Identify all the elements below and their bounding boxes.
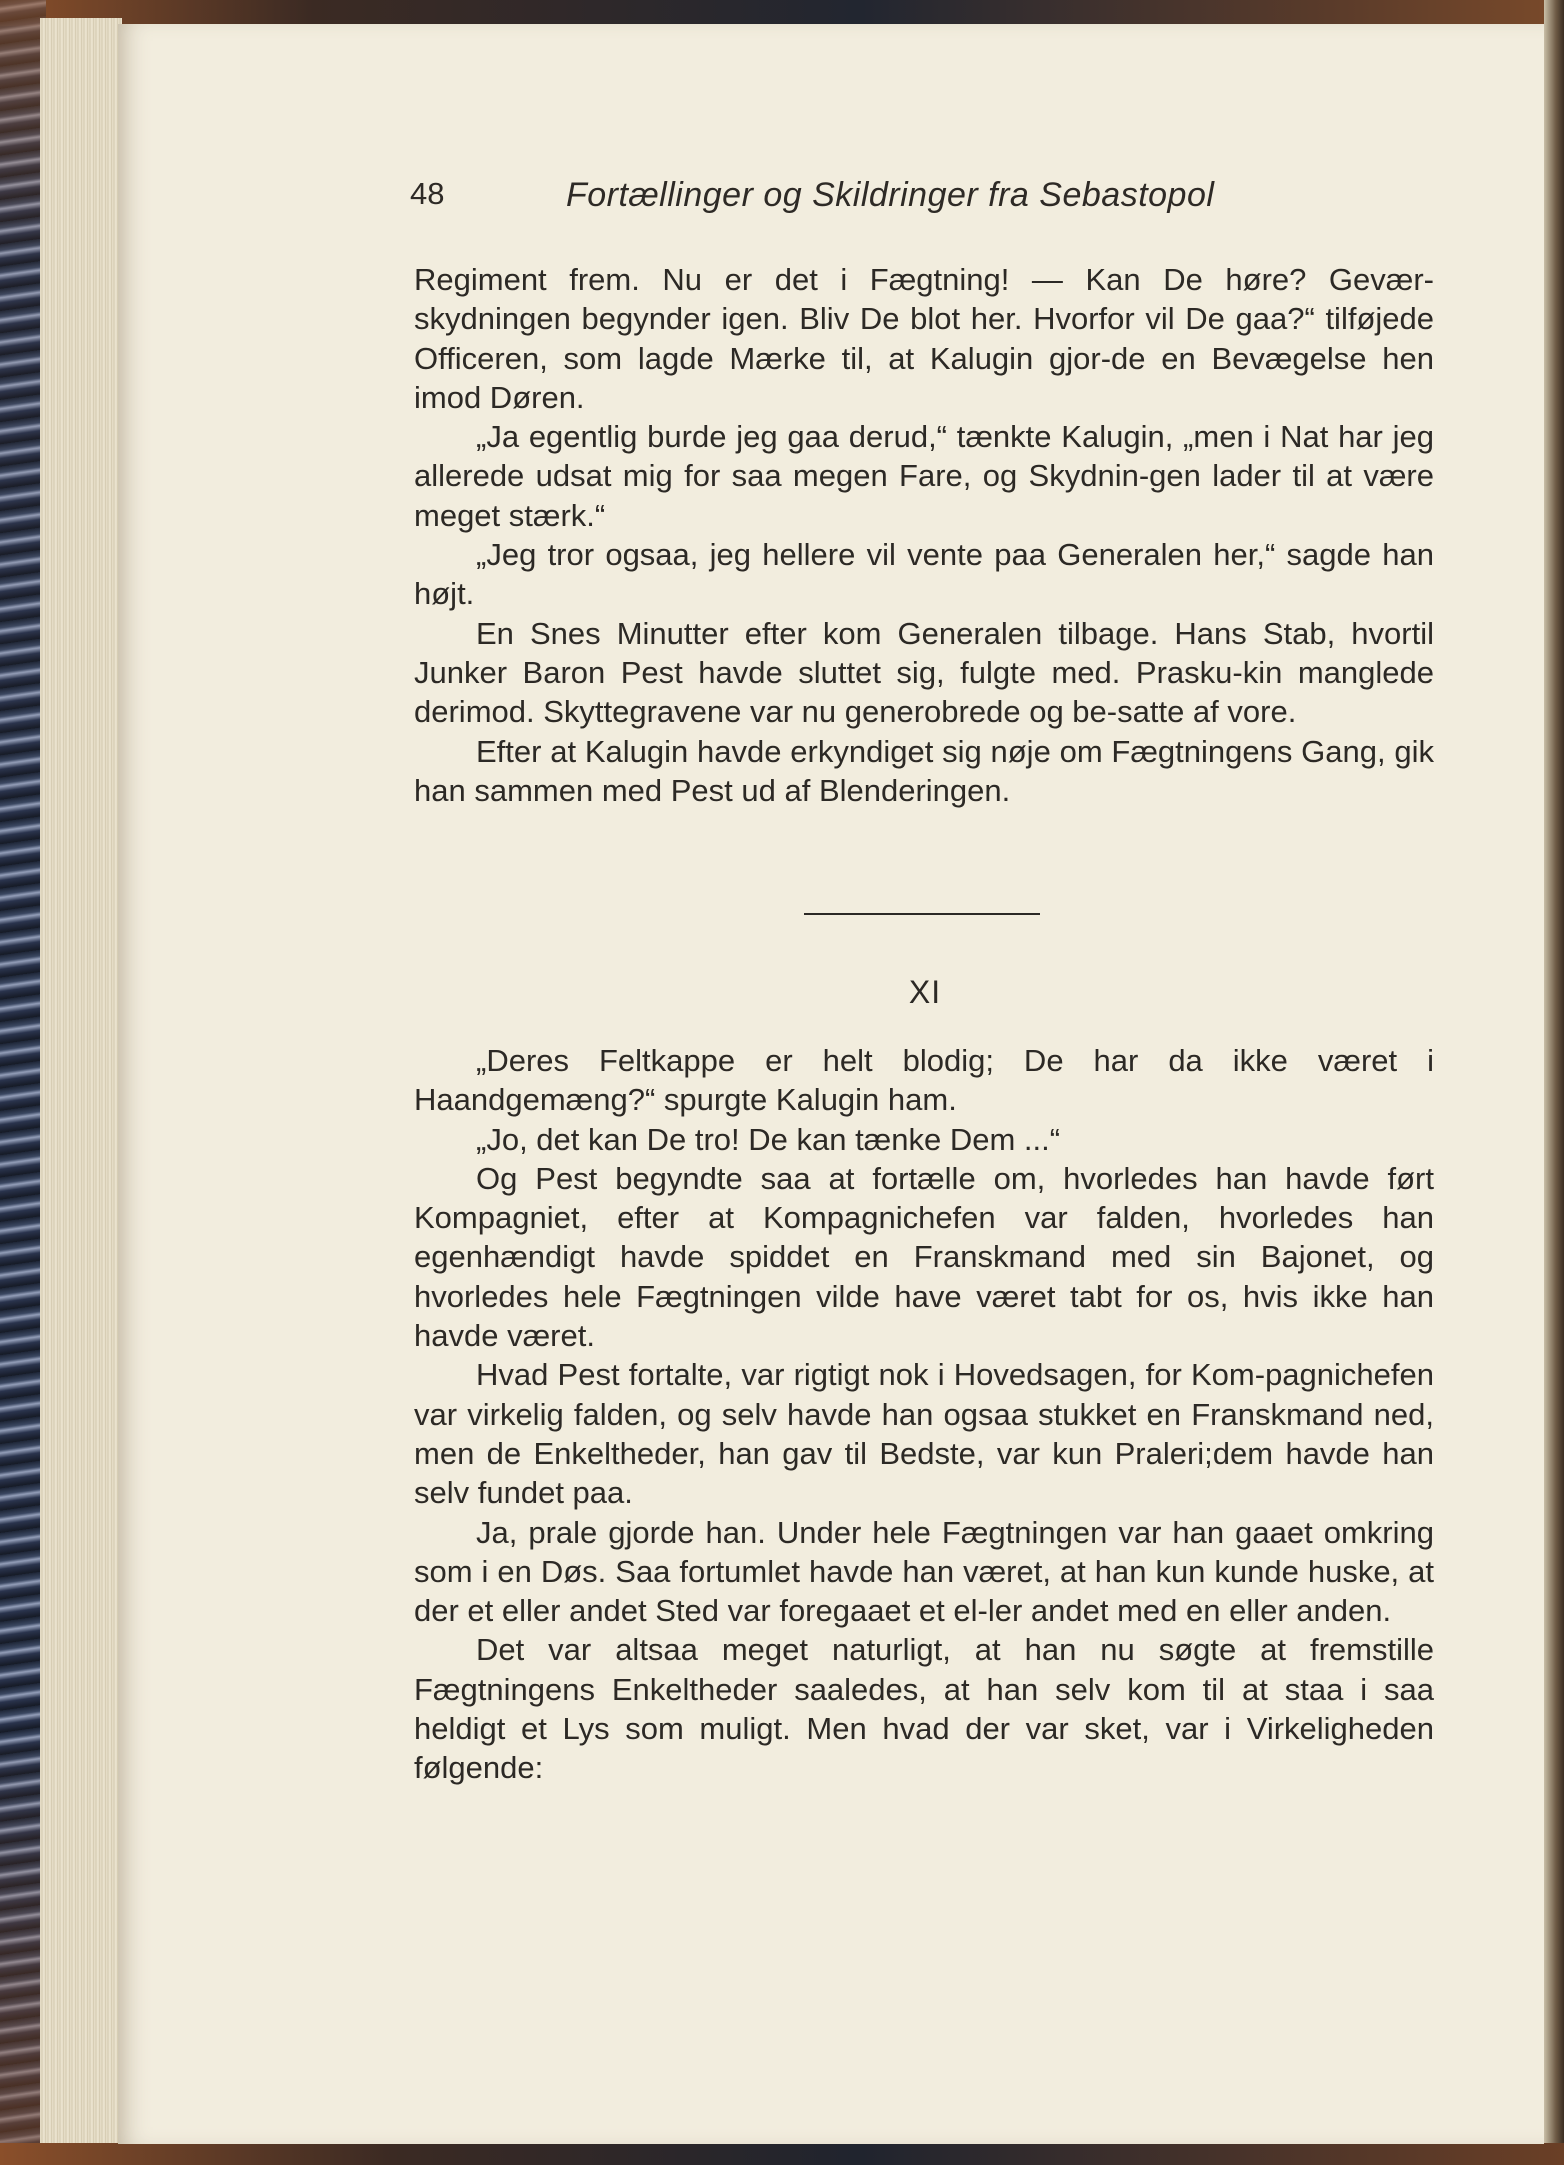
book-cover-bottom [0, 2143, 1564, 2165]
paragraph: „Ja egentlig burde jeg gaa derud,“ tænkte Kalugin, „men i Nat har jeg allerede udsat mig for saa megen Fare, og Skydnin-gen lader til at være meget stærk.“ [414, 419, 1434, 533]
paragraph: Ja, prale gjorde han. Under hele Fægtningen var han gaaet omkring som i en Døs. Saa fortumlet havde han været, at han kun kunde huske, at der et eller andet Sted var foregaaet et el-ler andet med en eller anden. [414, 1514, 1434, 1629]
paragraph: Hvad Pest fortalte, var rigtigt nok i Hovedsagen, for Kom-pagnichefen var virkelig falden, og selv havde han ogsaa stukket en Franskmand ned, men de Enkeltheder, han gav til Bedste, var kun Praleri;dem havde han selv fundet paa. [414, 1357, 1434, 1511]
book-cover-top [0, 0, 1564, 26]
paragraph: „Jo, det kan De tro! De kan tænke Dem ...“ [476, 1121, 1061, 1157]
running-title: Fortællinger og Skildringer fra Sebastopol [566, 176, 1215, 214]
text-section-1 [414, 260, 1434, 810]
paragraph: En Snes Minutter efter kom Generalen tilbage. Hans Stab, hvortil Junker Baron Pest havde sluttet sig, fulgte med. Prasku-kin manglede derimod. Skyttegravene var nu generobrede og be-satte af vore. [414, 615, 1434, 730]
section-divider [804, 913, 1040, 915]
text-section-2 [414, 1041, 1434, 1788]
book-right-edge [1544, 0, 1564, 2165]
page-edges [40, 18, 122, 2148]
chapter-heading: XI [908, 974, 942, 1010]
paragraph: Efter at Kalugin havde erkyndiget sig nøje om Fægtningens Gang, gik han sammen med Pest ud af Blenderingen. [414, 733, 1434, 808]
page-number: 48 [410, 176, 445, 211]
paragraph: „Jeg tror ogsaa, jeg hellere vil vente paa Generalen her,“ sagde han højt. [414, 537, 1434, 612]
paragraph: Det var altsaa meget naturligt, at han nu søgte at fremstille Fægtningens Enkeltheder saaledes, at han selv kom til at staa i saa heldigt et Lys som muligt. Men hvad der var sket, var i Virkeligheden følgende: [414, 1632, 1434, 1786]
paragraph: Og Pest begyndte saa at fortælle om, hvorledes han havde ført Kompagniet, efter at Kompagnichefen var falden, hvorledes han egenhændigt havde spiddet en Franskmand med sin Bajonet, og hvorledes hele Fægtningen vilde have været tabt for os, hvis ikke han havde været. [414, 1160, 1434, 1354]
page-header [410, 176, 1290, 220]
paragraph: „Deres Feltkappe er helt blodig; De har da ikke været i Haandgemæng?“ spurgte Kalugin ham. [414, 1043, 1434, 1118]
paragraph: Regiment frem. Nu er det i Fægtning! — Kan De høre? Gevær-skydningen begynder igen. Bliv De blot her. Hvorfor vil De gaa?“ tilføjede Officeren, som lagde Mærke til, at Kalugin gjor-de en Bevægelse hen imod Døren. [414, 262, 1434, 415]
